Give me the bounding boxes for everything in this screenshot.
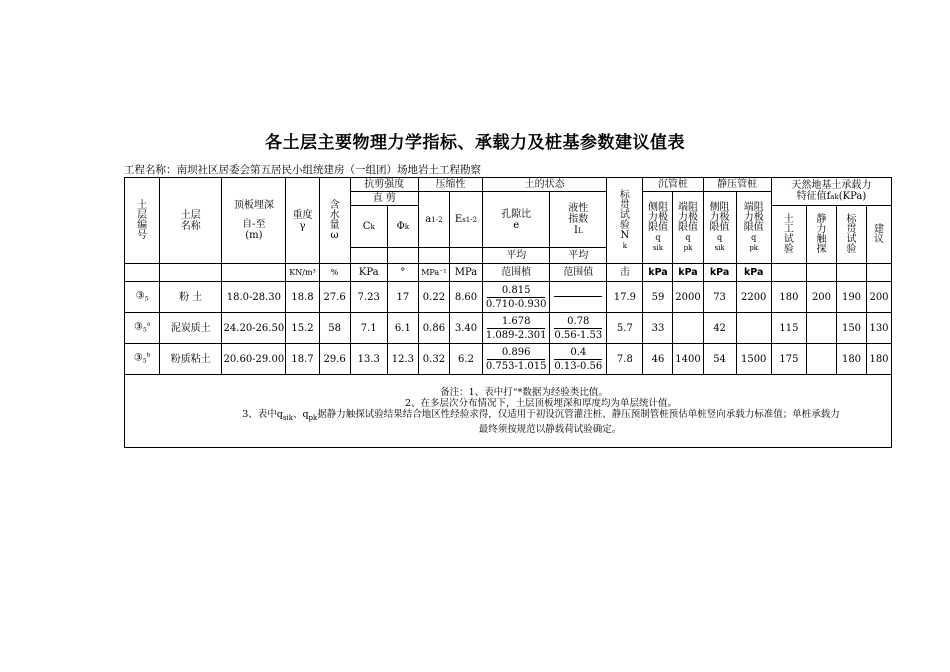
cell-e: 0.896 0.753-1.015	[483, 344, 550, 375]
unit-c: KPa	[350, 264, 387, 282]
col-void-avg: 平均	[483, 248, 550, 264]
col-ck: Ck	[350, 206, 387, 248]
cell-depth: 20.60-29.00	[222, 344, 286, 375]
cell-q-sik1: 33	[643, 313, 673, 344]
notes-cell	[125, 375, 892, 448]
col-direct-shear: 直 剪	[350, 192, 418, 206]
col-side-res-2: 侧阻 力极 限值 q sik	[703, 192, 736, 264]
cell-a: 0.22	[418, 282, 449, 313]
col-void-ratio: 孔隙比 e	[483, 192, 550, 248]
unit-q4: kPa	[736, 264, 771, 282]
cell-n: 5.7	[607, 313, 643, 344]
note-2: 2、在多层次分布情况下，土层顶板埋深和厚度均为单层统计值。	[404, 398, 678, 410]
cell-phi: 12.3	[387, 344, 418, 375]
unit-layer-name	[160, 264, 222, 282]
cell-es: 8.60	[449, 282, 482, 313]
col-a12: a1-2	[418, 192, 449, 248]
cell-il	[550, 282, 607, 313]
note-1: 备注：1、表中打“*数据为经验类比值。	[440, 387, 608, 399]
unit-e: 范围植	[483, 264, 550, 282]
unit-il: 范围值	[550, 264, 607, 282]
col-end-res-2: 端阻 力极 限值 q pk	[736, 192, 771, 264]
cell-q-sik2: 73	[703, 282, 736, 313]
col-phik-blank	[387, 248, 418, 264]
unit-depth	[222, 264, 286, 282]
cell-c: 13.3	[350, 344, 387, 375]
cell-no: $③_5^b$	[125, 344, 160, 375]
cell-phi: 17	[387, 282, 418, 313]
cell-il: 0.78 0.56-1.53	[550, 313, 607, 344]
cell-c: 7.23	[350, 282, 387, 313]
col-layer-name: 土层 名称	[160, 178, 222, 264]
cell-fak-soil: 180	[771, 282, 806, 313]
col-shear-strength: 抗剪强度	[350, 178, 418, 192]
cell-n: 7.8	[607, 344, 643, 375]
col-layer-no: 土 层 编 号	[125, 178, 160, 264]
unit-f1	[771, 264, 806, 282]
cell-q-pk1	[673, 313, 703, 344]
cell-fak-probe	[806, 313, 836, 344]
cell-n: 17.9	[607, 282, 643, 313]
unit-es: MPa	[449, 264, 482, 282]
col-sink-pile: 沉管桩	[643, 178, 703, 192]
unit-phi: °	[387, 264, 418, 282]
unit-w: %	[319, 264, 350, 282]
col-soil-test: 土 工 试 验	[771, 206, 806, 264]
unit-f3	[837, 264, 867, 282]
cell-gamma: 15.2	[286, 313, 319, 344]
col-es12: Es1-2	[449, 192, 482, 248]
col-end-res-1: 端阻 力极 限值 q pk	[673, 192, 703, 264]
cell-w: 58	[319, 313, 350, 344]
col-es12-blank	[449, 248, 482, 264]
col-liquidity-avg: 平均	[550, 248, 607, 264]
soil-parameter-table	[124, 177, 892, 448]
cell-q-pk1: 2000	[673, 282, 703, 313]
cell-q-sik1: 59	[643, 282, 673, 313]
cell-q-pk1: 1400	[673, 344, 703, 375]
cell-q-pk2	[736, 313, 771, 344]
notes-row	[125, 375, 892, 448]
cell-fak-sug: 130	[867, 313, 892, 344]
cell-il: 0.4 0.13-0.56	[550, 344, 607, 375]
cell-no: $③_5$	[125, 282, 160, 313]
unit-q2: kPa	[673, 264, 703, 282]
cell-no: $③_5^a$	[125, 313, 160, 344]
cell-gamma: 18.7	[286, 344, 319, 375]
cell-name: 粉质粘土	[160, 344, 222, 375]
col-static-pile: 静压管桩	[703, 178, 771, 192]
cell-gamma: 18.8	[286, 282, 319, 313]
unit-f4	[867, 264, 892, 282]
col-suggest: 建 议	[867, 206, 892, 264]
unit-layer-no	[125, 264, 160, 282]
cell-fak-soil: 115	[771, 313, 806, 344]
cell-fak-sug: 180	[867, 344, 892, 375]
cell-es: 6.2	[449, 344, 482, 375]
cell-q-sik2: 42	[703, 313, 736, 344]
cell-fak-spt: 180	[837, 344, 867, 375]
cell-phi: 6.1	[387, 313, 418, 344]
cell-fak-probe	[806, 344, 836, 375]
col-static-probe: 静 力 触 探	[806, 206, 836, 264]
col-liquidity: 液性 指数 IL	[550, 192, 607, 248]
header-row-1	[125, 178, 892, 192]
cell-depth: 18.0-28.30	[222, 282, 286, 313]
col-water-content: 含 水 量 ω	[319, 178, 350, 264]
cell-e: 1.678 1.089-2.301	[483, 313, 550, 344]
cell-e: 0.815 0.710-0.930	[483, 282, 550, 313]
cell-fak-soil: 175	[771, 344, 806, 375]
project-name: 工程名称：南坝社区居委会第五居民小组统建房（一组团）场地岩土工程勘察	[124, 164, 481, 176]
col-a12-blank	[418, 248, 449, 264]
cell-fak-spt: 150	[837, 313, 867, 344]
col-phik: Φk	[387, 206, 418, 248]
table-row	[125, 282, 892, 313]
cell-q-pk2: 2200	[736, 282, 771, 313]
table-row	[125, 313, 892, 344]
cell-q-pk2: 1500	[736, 344, 771, 375]
cell-c: 7.1	[350, 313, 387, 344]
unit-q3: kPa	[703, 264, 736, 282]
table-row	[125, 344, 892, 375]
units-row	[125, 264, 892, 282]
col-depth: 顶板埋深 自-至 (m)	[222, 178, 286, 264]
cell-fak-sug: 200	[867, 282, 892, 313]
cell-fak-spt: 190	[837, 282, 867, 313]
note-4: 最终须按规范以静载荷试验确定。	[478, 423, 622, 435]
cell-q-sik1: 46	[643, 344, 673, 375]
col-side-res-1: 侧阻 力极 限值 q sik	[643, 192, 673, 264]
unit-a: MPa⁻¹	[418, 264, 449, 282]
unit-n: 击	[607, 264, 643, 282]
col-bearing: 天然地基土承载力 特征值fak(KPa)	[771, 178, 891, 206]
page-title: 各土层主要物理力学指标、承载力及桩基参数建议值表	[265, 133, 685, 153]
unit-f2	[806, 264, 836, 282]
cell-a: 0.32	[418, 344, 449, 375]
col-unit-weight: 重度 γ	[286, 178, 319, 264]
col-ck-blank	[350, 248, 387, 264]
cell-w: 29.6	[319, 344, 350, 375]
cell-es: 3.40	[449, 313, 482, 344]
col-spt: 标 贯 试 验 N k	[607, 178, 643, 264]
unit-uw: KN/m³	[286, 264, 319, 282]
cell-a: 0.86	[418, 313, 449, 344]
col-compressibility: 压缩性	[418, 178, 482, 192]
cell-w: 27.6	[319, 282, 350, 313]
cell-depth: 24.20-26.50	[222, 313, 286, 344]
cell-fak-probe: 200	[806, 282, 836, 313]
note-3: 3、表中$q_{sik}$、$q_{pk}$据静力触探试验结果结合地区性经验求得，仅适用于初设沉管灌注桩、静压预制管桩预估单桩竖向承载力标准值；单桩承载力	[242, 409, 840, 422]
col-soil-state: 土的状态	[483, 178, 607, 192]
unit-q1: kPa	[643, 264, 673, 282]
cell-name: 泥炭质土	[160, 313, 222, 344]
cell-q-sik2: 54	[703, 344, 736, 375]
col-spt-bearing: 标 贯 试 验	[837, 206, 867, 264]
cell-name: 粉 土	[160, 282, 222, 313]
